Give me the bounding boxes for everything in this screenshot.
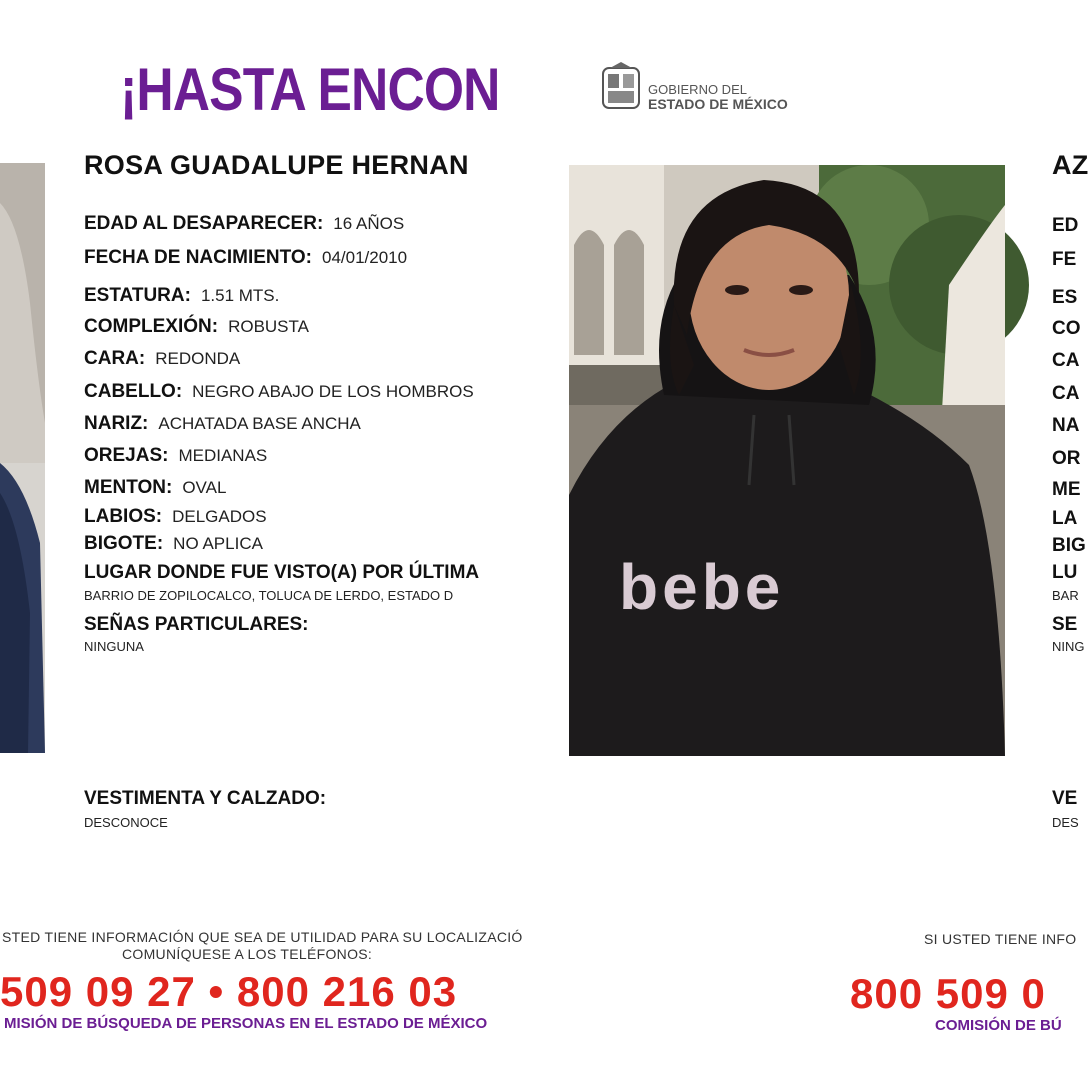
person-name: ROSA GUADALUPE HERNAN <box>84 150 469 180</box>
field-label-partial: CA <box>1052 383 1080 404</box>
gobierno-logo <box>600 62 788 117</box>
field-label: BIGOTE: <box>84 533 164 554</box>
field-value: ROBUSTA <box>228 317 309 336</box>
senas-value: NINGUNA <box>84 639 144 654</box>
comision-text: MISIÓN DE BÚSQUEDA DE PERSONAS EN EL ESTADO DE MÉXICO <box>4 1015 488 1032</box>
field-label: NARIZ: <box>84 413 149 434</box>
phone-numbers-partial: 800 509 0 <box>850 970 1046 1017</box>
field-row <box>84 445 267 467</box>
field-label-partial: LA <box>1052 508 1078 529</box>
info-line-1: STED TIENE INFORMACIÓN QUE SEA DE UTILIDAD PARA SU LOCALIZACIÓ <box>2 929 523 945</box>
field-label: COMPLEXIÓN: <box>84 316 219 337</box>
field-label: CARA: <box>84 348 146 369</box>
field-label-partial: ME <box>1052 479 1081 500</box>
logo-line-1: GOBIERNO DEL <box>648 82 747 97</box>
vestimenta-label-partial: VE <box>1052 788 1078 809</box>
field-row <box>84 247 407 269</box>
state-seal-icon <box>600 62 642 112</box>
field-label-partial: CO <box>1052 318 1081 339</box>
left-poster <box>0 0 532 1080</box>
person-name-partial: AZ <box>1052 150 1089 180</box>
headline: ¡HASTA ENCON <box>120 56 500 123</box>
field-value: NEGRO ABAJO DE LOS HOMBROS <box>192 382 474 401</box>
field-label: CABELLO: <box>84 381 183 402</box>
lugar-value-partial: BAR <box>1052 588 1079 603</box>
field-value: NO APLICA <box>173 534 263 553</box>
field-row <box>84 506 267 528</box>
field-row <box>84 348 240 370</box>
field-label: EDAD AL DESAPARECER: <box>84 213 324 234</box>
field-row <box>84 213 404 235</box>
field-row <box>84 413 361 435</box>
field-label: MENTON: <box>84 477 173 498</box>
left-photo-fragment <box>0 163 45 753</box>
info-line-partial: SI USTED TIENE INFO <box>924 931 1077 947</box>
lugar-label: LUGAR DONDE FUE VISTO(A) POR ÚLTIMA <box>84 562 480 583</box>
field-label-partial: FE <box>1052 249 1077 270</box>
phone-numbers: 509 09 27 • 800 216 03 <box>0 968 458 1015</box>
field-value: OVAL <box>182 478 227 497</box>
field-value: MEDIANAS <box>178 446 268 465</box>
field-row <box>84 381 474 403</box>
senas-label-partial: SE <box>1052 614 1078 635</box>
info-line-2: COMUNÍQUESE A LOS TELÉFONOS: <box>122 946 373 962</box>
field-label: LABIOS: <box>84 506 163 527</box>
field-label-partial: CA <box>1052 350 1080 371</box>
field-label-partial: OR <box>1052 448 1081 469</box>
panel-divider <box>532 0 552 1080</box>
field-label: FECHA DE NACIMIENTO: <box>84 247 312 268</box>
field-value: ACHATADA BASE ANCHA <box>158 414 361 433</box>
field-value: 04/01/2010 <box>322 248 408 267</box>
field-label: OREJAS: <box>84 445 169 466</box>
field-label-partial: ES <box>1052 287 1078 308</box>
senas-label: SEÑAS PARTICULARES: <box>84 614 309 635</box>
logo-line-2: ESTADO DE MÉXICO <box>648 96 788 112</box>
senas-value-partial: NING <box>1052 639 1085 654</box>
field-label: ESTATURA: <box>84 285 191 306</box>
field-label-partial: NA <box>1052 415 1080 436</box>
field-label-partial: ED <box>1052 215 1079 236</box>
lugar-value: BARRIO DE ZOPILOCALCO, TOLUCA DE LERDO, ESTADO D <box>84 588 454 603</box>
field-value: REDONDA <box>155 349 241 368</box>
field-row <box>84 533 263 555</box>
field-label-partial: LU <box>1052 562 1078 583</box>
field-value: 16 AÑOS <box>333 214 405 233</box>
shirt-print: bebe <box>619 551 785 623</box>
field-row <box>84 285 279 307</box>
vestimenta-value: DESCONOCE <box>84 815 168 830</box>
right-poster <box>552 0 1089 1080</box>
field-row <box>84 477 226 499</box>
field-row <box>84 316 309 338</box>
comision-text-partial: COMISIÓN DE BÚ <box>935 1017 1062 1034</box>
missing-person-photo <box>569 165 1005 756</box>
field-value: 1.51 MTS. <box>200 286 280 305</box>
field-label-partial: BIG <box>1052 535 1086 556</box>
field-value: DELGADOS <box>172 507 267 526</box>
vestimenta-value-partial: DES <box>1052 815 1079 830</box>
vestimenta-label: VESTIMENTA Y CALZADO: <box>84 788 327 809</box>
